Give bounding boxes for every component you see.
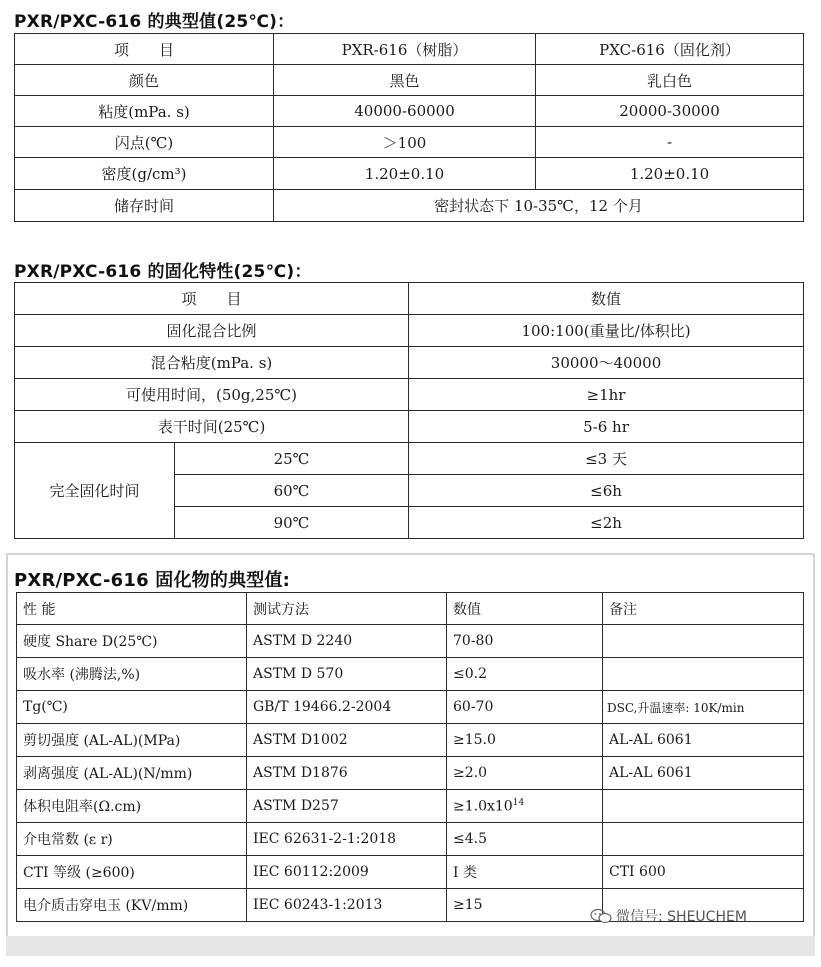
bottom-bar [6, 936, 815, 956]
table-row [15, 96, 804, 127]
table-cell: 介电常数 (ε r) [17, 823, 247, 856]
resistivity-value: ≥1.0x10 [453, 798, 513, 815]
table-cell: 1.20±0.10 [274, 158, 536, 190]
table-row [15, 65, 804, 96]
table-cell [603, 823, 804, 856]
table-cell: ASTM D 570 [247, 658, 447, 691]
header-cell: PXR-616（树脂） [274, 34, 536, 65]
table-cell: CTI 600 [603, 856, 804, 889]
section3-title: PXR/PXC-616 固化物的典型值: [14, 570, 291, 591]
section1-title: PXR/PXC-616 的典型值(25℃)： [14, 12, 295, 32]
table-cell: ≥15.0 [447, 724, 603, 757]
table-cell: ≤4.5 [447, 823, 603, 856]
table-cell: 硬度 Share D(25℃) [17, 625, 247, 658]
resistivity-exponent: 14 [512, 797, 525, 808]
table-row [15, 158, 804, 190]
table-cell [603, 790, 804, 823]
table-cell: 黑色 [274, 65, 536, 96]
table-row [17, 757, 804, 790]
table-cell: ≤2h [409, 507, 804, 539]
table-cell: 颜色 [15, 65, 274, 96]
table-cell: ≤6h [409, 475, 804, 507]
table-cell: I 类 [447, 856, 603, 889]
table-row [17, 625, 804, 658]
table-row [17, 724, 804, 757]
cure-properties-table [14, 282, 804, 539]
table-row [17, 790, 804, 823]
watermark-text: 微信号: SHEUCHEM [616, 909, 747, 925]
table-cell: 乳白色 [536, 65, 804, 96]
table-cell: 吸水率 (沸腾法,%) [17, 658, 247, 691]
typical-values-table [14, 33, 804, 222]
header-cell: 备注 [603, 593, 804, 625]
table-cell: ASTM D1876 [247, 757, 447, 790]
table-cell: 可使用时间，(50g,25℃) [15, 379, 409, 411]
header-cell: 数值 [447, 593, 603, 625]
table-row [15, 379, 804, 411]
table-cell: 混合粘度(mPa. s) [15, 347, 409, 379]
table-row [17, 658, 804, 691]
wechat-icon [590, 908, 612, 924]
table-cell: ASTM D1002 [247, 724, 447, 757]
table-cell: ≥2.0 [447, 757, 603, 790]
header-cell: 项 目 [15, 34, 274, 65]
table-row [17, 823, 804, 856]
table-row [15, 190, 804, 222]
table-cell: CTI 等级 (≥600) [17, 856, 247, 889]
table-cell: 40000-60000 [274, 96, 536, 127]
table-cell: IEC 60112:2009 [247, 856, 447, 889]
table-row [15, 127, 804, 158]
table-header-row [15, 283, 804, 315]
table-cell: 5-6 hr [409, 411, 804, 443]
table-cell: 90℃ [175, 507, 409, 539]
table-cell: 电介质击穿电玉 (KV/mm) [17, 889, 247, 922]
table-cell: ＞100 [274, 127, 536, 158]
table-cell: 粘度(mPa. s) [15, 96, 274, 127]
table-cell: 100:100(重量比/体积比) [409, 315, 804, 347]
table-cell: IEC 62631-2-1:2018 [247, 823, 447, 856]
table-cell: ≤3 天 [409, 443, 804, 475]
table-cell: 20000-30000 [536, 96, 804, 127]
table-cell [603, 625, 804, 658]
table-cell: 剪切强度 (AL-AL)(MPa) [17, 724, 247, 757]
table-cell: ≤0.2 [447, 658, 603, 691]
table-cell: 固化混合比例 [15, 315, 409, 347]
table-cell: ASTM D257 [247, 790, 447, 823]
table-row [15, 315, 804, 347]
table-cell: 30000～40000 [409, 347, 804, 379]
table-row [15, 443, 804, 475]
table-cell: AL-AL 6061 [603, 757, 804, 790]
table-cell [603, 658, 804, 691]
table-cell: 表干时间(25℃) [15, 411, 409, 443]
table-cell: GB/T 19466.2-2004 [247, 691, 447, 724]
table-cell: 60-70 [447, 691, 603, 724]
table-cell: ASTM D 2240 [247, 625, 447, 658]
table-cell: DSC,升温速率: 10K/min [603, 691, 804, 724]
table-cell: 1.20±0.10 [536, 158, 804, 190]
table-cell: ≥1hr [409, 379, 804, 411]
table-row [15, 347, 804, 379]
table-cell [447, 790, 603, 823]
table-cell: 密封状态下 10-35℃，12 个月 [274, 190, 804, 222]
table-row [17, 856, 804, 889]
header-cell: 性 能 [17, 593, 247, 625]
header-cell: 数值 [409, 283, 804, 315]
cured-properties-table [16, 592, 804, 922]
wechat-watermark [590, 906, 747, 926]
section2-title: PXR/PXC-616 的固化特性(25℃)： [14, 262, 312, 282]
table-row [15, 411, 804, 443]
table-cell: ≥15 [447, 889, 603, 922]
table-cell: 70-80 [447, 625, 603, 658]
table-cell: 闪点(℃) [15, 127, 274, 158]
table-cell: 储存时间 [15, 190, 274, 222]
table-cell: - [536, 127, 804, 158]
table-cell: 密度(g/cm³) [15, 158, 274, 190]
table-header-row [15, 34, 804, 65]
table-cell: Tg(℃) [17, 691, 247, 724]
header-cell: PXC-616（固化剂） [536, 34, 804, 65]
header-cell: 测试方法 [247, 593, 447, 625]
table-cell: AL-AL 6061 [603, 724, 804, 757]
table-row [17, 691, 804, 724]
table-cell: 体积电阻率(Ω.cm) [17, 790, 247, 823]
full-cure-label: 完全固化时间 [15, 443, 175, 539]
table-header-row [17, 593, 804, 625]
table-cell: 25℃ [175, 443, 409, 475]
table-cell: IEC 60243-1:2013 [247, 889, 447, 922]
table-cell: 60℃ [175, 475, 409, 507]
header-cell: 项 目 [15, 283, 409, 315]
table-cell: 剥离强度 (AL-AL)(N/mm) [17, 757, 247, 790]
